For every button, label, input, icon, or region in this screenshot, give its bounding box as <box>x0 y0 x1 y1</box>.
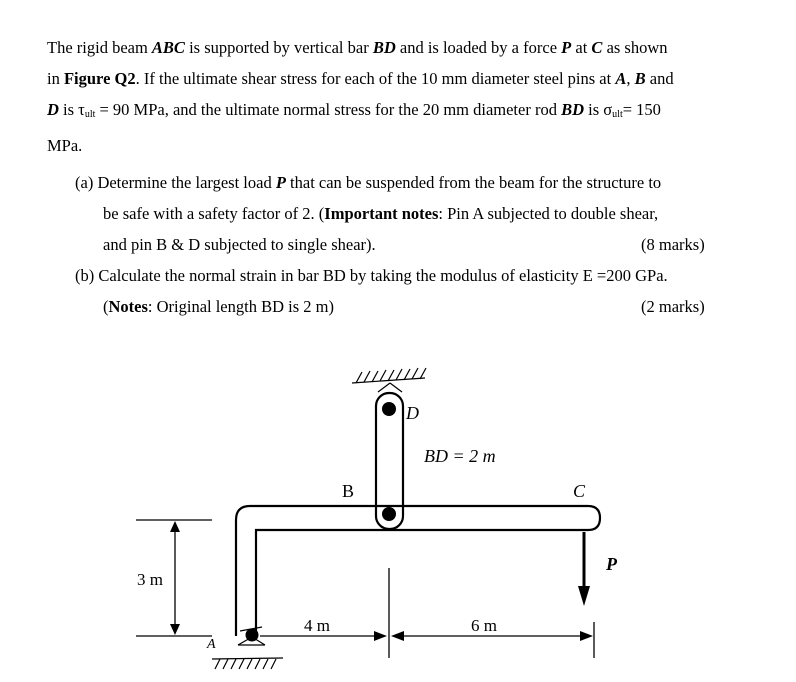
label-b: B <box>342 481 355 501</box>
statement-line-1: The rigid beam ABC is supported by vertical bar BD and is loaded by a force P at C as shown <box>47 38 668 57</box>
label-bd-length: BD = 2 m <box>424 446 496 466</box>
problem-statement <box>47 32 737 161</box>
load-p-arrowhead <box>578 586 590 606</box>
pin-d <box>382 402 396 416</box>
statement-line-3: D is $\tau_{ult} = 90$ MPa, and the ultimate normal stress for the 20 mm diameter rod BD is $\sigma_{ult}= 150$ <box>47 100 661 120</box>
label-dim-left: 4 m <box>304 616 330 635</box>
label-c: C <box>573 481 586 501</box>
question-b-line-2: (Notes: Original length BD is 2 m) <box>103 297 334 316</box>
label-dim-height: 3 m <box>137 570 163 589</box>
dimension-horizontal <box>260 568 594 658</box>
statement-line-2: in Figure Q2. If the ultimate shear stress for each of the 10 mm diameter steel pins at A, B and <box>47 69 674 88</box>
statement-line-4: MPa. <box>47 136 83 155</box>
label-p: P <box>606 554 617 574</box>
question-b-line-1: (b) Calculate the normal strain in bar BD by taking the modulus of elasticity E =200 GPa. <box>75 266 668 285</box>
question-a-line-3: and pin B & D subjected to single shear). <box>103 235 376 254</box>
question-a-marks: (8 marks) <box>641 235 705 254</box>
label-dim-right: 6 m <box>471 616 497 635</box>
top-support <box>352 368 426 392</box>
beam-abc <box>236 506 600 636</box>
figure-q2 <box>0 350 796 682</box>
pin-b <box>382 507 396 521</box>
label-a: A <box>207 637 216 652</box>
question-b-marks: (2 marks) <box>641 297 705 316</box>
label-d: D <box>406 403 419 423</box>
question-a-line-2: be safe with a safety factor of 2. (Important notes: Pin A subjected to double shear, <box>103 204 659 223</box>
question-a-line-1: (a) Determine the largest load P that can be suspended from the beam for the structure to <box>75 173 662 192</box>
